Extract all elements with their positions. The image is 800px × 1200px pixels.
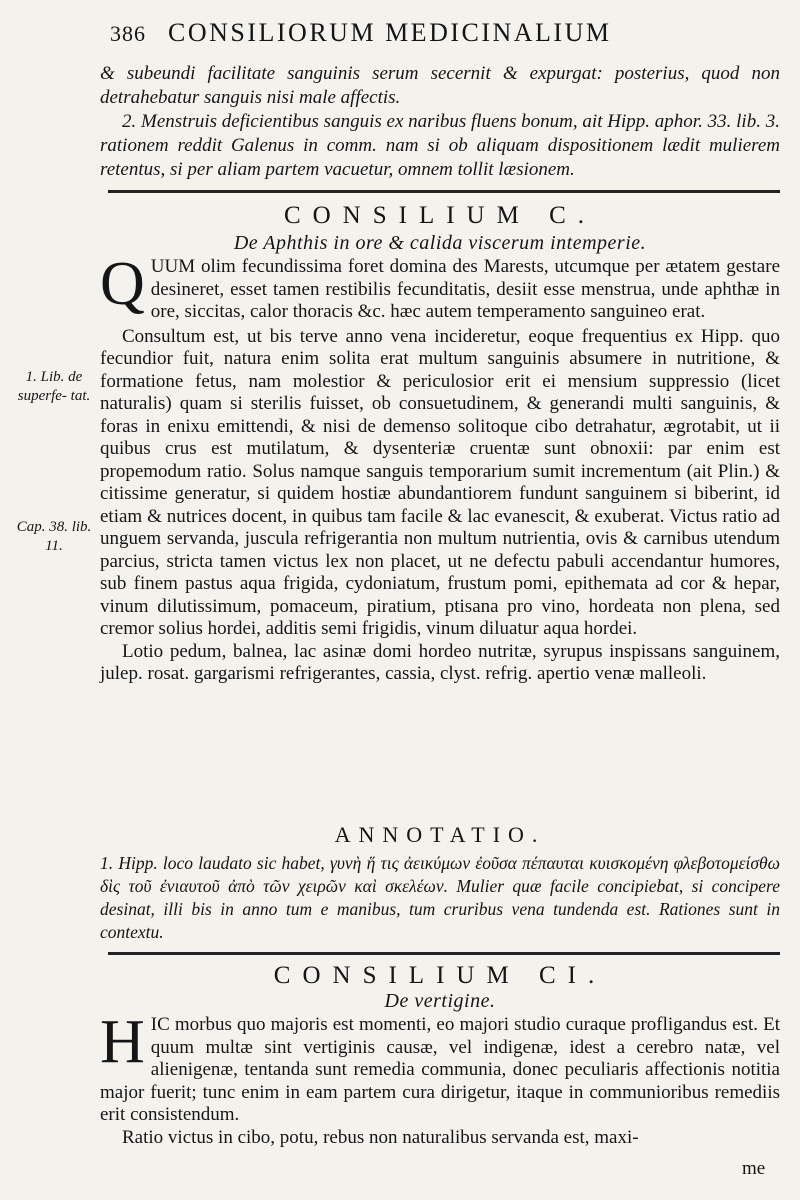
- annotatio-heading: ANNOTATIO.: [334, 822, 546, 847]
- top-note: [100, 62, 780, 182]
- margin-note-1: 1. Lib. de superfe- tat.: [17, 369, 91, 404]
- catchword: me: [742, 1158, 766, 1179]
- section-rule-2: [108, 952, 780, 955]
- top-note-line1: & subeundi facilitate sanguinis serum secernit & expurgat: posterius, quod non detrahebatur sanguis nisi male affectis.: [100, 63, 780, 108]
- consilium-c-heading: CONSILIUM C.: [283, 202, 597, 229]
- page-header: [110, 18, 770, 58]
- consilium-c-para2: Consultum est, ut bis terve anno vena incideretur, eoque frequentius ex Hipp. quo fecundior fuit, natura enim solita erat multum sanguinis absumere in nutritione, & formatione fetus, nam molestior & periculosior erit ei mensium suppressio (licet naturalis) quam si sterilis fuisset, ob consuetudinem, & generandi multi sanguinis, & foras in enixu emittendi, & nisi de demenso solitoque cibo detrahatur, ægrotabit, ut ii quibus crus est mutilatum, & dysenteriæ cruentæ sunt obnoxii: par enim est propemodum ratio. Solus namque sanguis temporarium sumit incrementum (ait Plin.) & citissime generatur, si quidem hostiæ abundantiorem fundunt sanguinem si biberint, id etiam & nutrices docent, in quibus tam facile & lac evanescit, & exuberat. Victus ratio ad unguem servanda, juscula refrigerantia non multum nutrientia, ovis & carnibus utendum parcius, stricta tamen victus lex non placet, ut ne defectu pabuli accendantur humores, sub finem pastus aqua frigida, cydoniatum, frustum pomi, epithemata ad cor & hepar, vinum dilutissimum, pomaceum, piratium, ptisana pro vino, hordeata non plena, sed cremor solius hordei, additis semi frigidis, vinum diluatur aqua hordei.: [100, 325, 780, 639]
- consilium-ci-para2: Ratio victus in cibo, potu, rebus non naturalibus servanda est, maxi-: [122, 1126, 639, 1148]
- top-note-line2: 2. Menstruis deficientibus sanguis ex naribus fluens bonum, ait Hipp. aphor. 33. lib. 3. rationem reddit Galenus in comm. nam si ob aliquam dispositionem lædit mulierem retentus, si per aliam partem vacuetur, omnem tollit læsionem.: [100, 111, 780, 180]
- consilium-ci-body: [100, 1008, 780, 1149]
- dropcap-h: H: [100, 1008, 145, 1076]
- consilium-c-body: [100, 250, 780, 686]
- consilium-ci-para1: [100, 1008, 780, 1127]
- dropcap-q: Q: [100, 250, 145, 318]
- consilium-c-para1-text: UUM olim fecundissima foret domina des Marests, utcumque per ætatem gestare desineret, esset tamen restibilis fecunditatis, desiit esse menstrua, unde aphthæ in ore, siccitas, calor thoracis &c. hæc autem temperamento sanguineo erat.: [150, 256, 780, 322]
- consilium-c-para3: Lotio pedum, balnea, lac asinæ domi hordeo nutritæ, syrupus inspissans sanguinem, julep. rosat. gargarismi refrigerantes, cassia, clyst. refrig. apertio venæ malleoli.: [100, 640, 780, 684]
- consilium-ci-para1-text: IC morbus quo majoris est momenti, eo majori studio curaque profligandus est. Et quum multæ sint vertiginis causæ, vel indigenæ, idest a cerebro natæ, vel alienigenæ, tentanda sunt remedia communia, donec peculiaris affectionis notitia major fuerit; tunc enim in eam partem cura dirigetur, itaque in communioribus remediis erit consistendum.: [100, 1014, 780, 1125]
- consilium-ci-heading: CONSILIUM CI.: [273, 962, 607, 989]
- page-number: 386: [110, 21, 146, 46]
- margin-note-2: Cap. 38. lib. 11.: [16, 519, 92, 554]
- running-title: CONSILIORUM MEDICINALIUM: [168, 18, 612, 47]
- consilium-ci-subheading: De vertigine.: [384, 990, 496, 1012]
- consilium-c-subheading: De Aphthis in ore & calida viscerum intemperie.: [233, 232, 647, 254]
- section-rule-1: [108, 190, 780, 193]
- consilium-c-para1: [100, 250, 780, 324]
- annotatio-text: 1. Hipp. loco laudato sic habet, γυνὴ ἥ τις ἀεικύμων ἐοῦσα πέπαυται κυισκομένη φλεβοτομείσθω δὶς τοῦ ἐνιαυτοῦ ἀπὸ τῶν χειρῶν καὶ σκελέων. Mulier quæ facile concipiebat, si concipere desinat, illi bis in anno tum e manibus, tum cruribus vena tundenda est. Rationes sunt in contextu.: [100, 853, 780, 942]
